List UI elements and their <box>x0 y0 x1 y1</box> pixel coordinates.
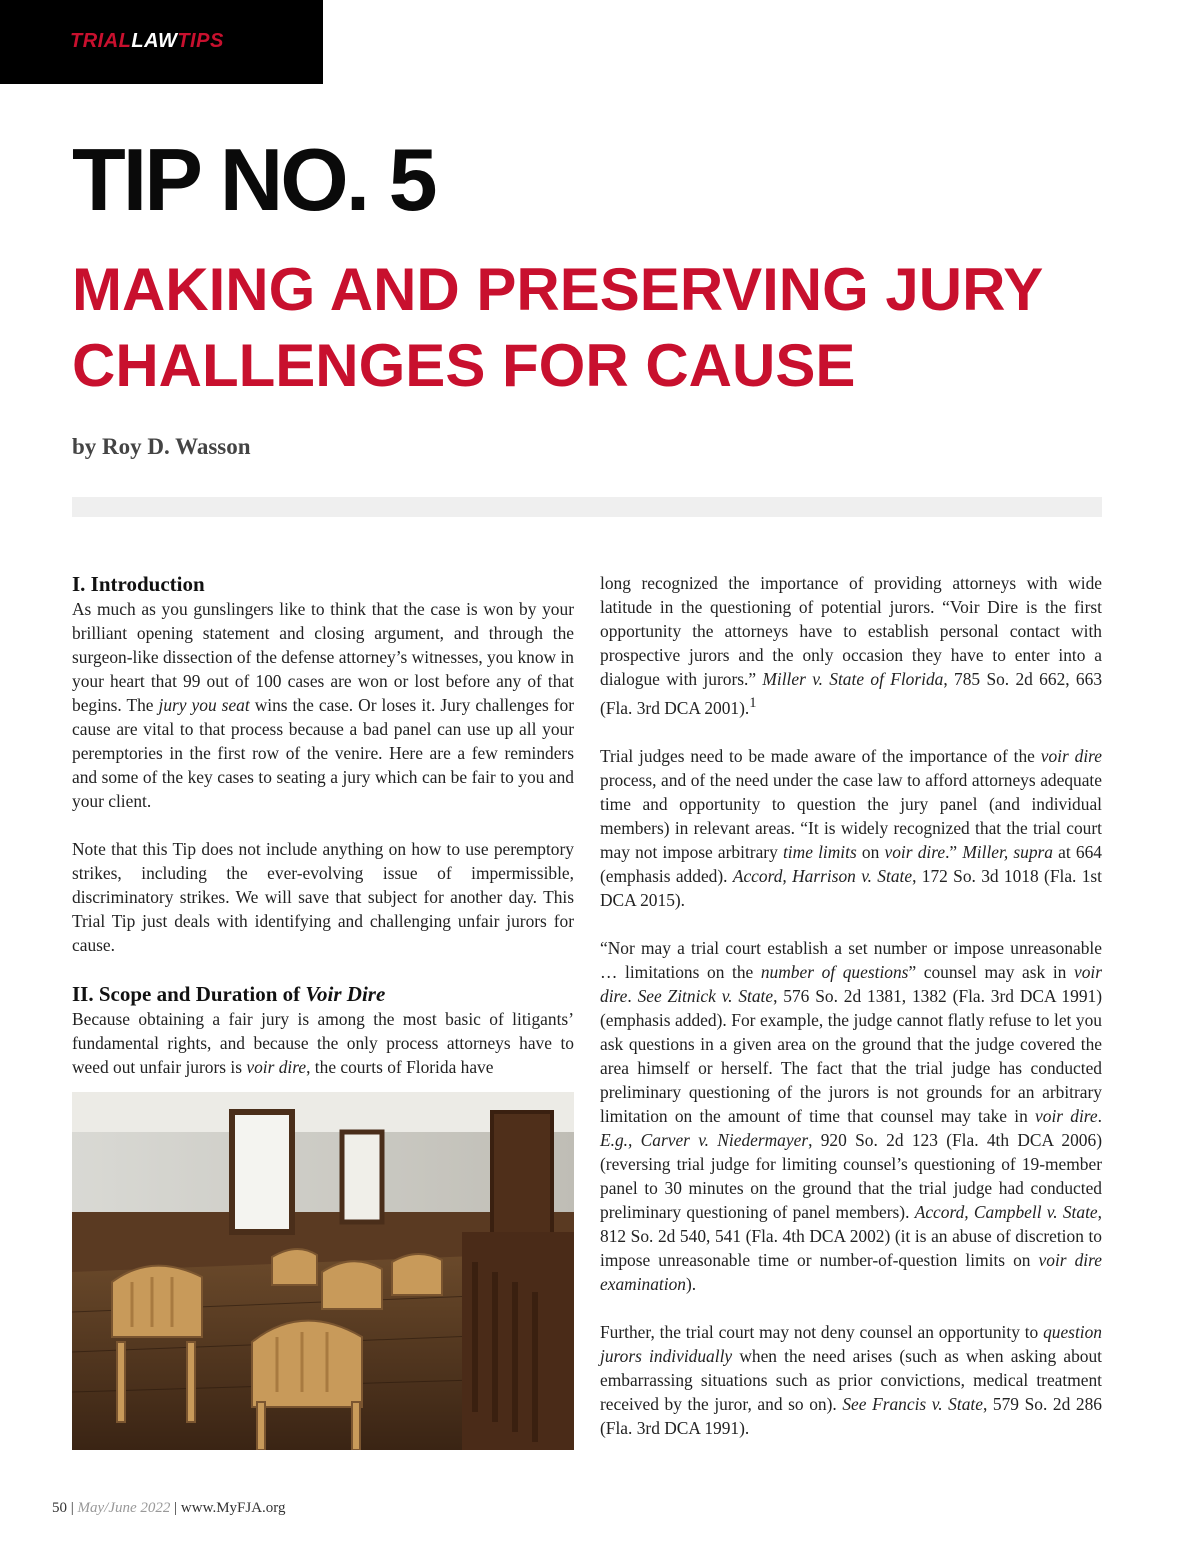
courtroom-jury-box-illustration <box>72 1092 574 1450</box>
issue-date: May/June 2022 <box>77 1500 171 1516</box>
paragraph-intro-1: As much as you gunslingers like to think that the case is won by your brilliant opening statement and closing argument, and through the surgeon-like dissection of the defense attorney’s witnesses, you know in your heart that 99 out of 100 cases are won or lost before any of that begins. The jury you seat wins the case. Or loses it. Jury challenges for cause are vital to that process because a bad panel can use up all your peremptories in the first row of the venire. Here are a few reminders and some of the key cases to seating a jury which can be fair to you and your client. <box>72 599 575 811</box>
courtroom-jury-box-photo <box>72 1092 574 1450</box>
section-heading-scope: II. Scope and Duration of Voir Dire <box>72 982 386 1006</box>
paragraph-right-4: Further, the trial court may not deny counsel an opportunity to question jurors individually when the need arises (such as when asking about embarrassing situations such as prior convictions, medical treatment received by the juror, and so on). See Francis v. State, 579 So. 2d 286 (Fla. 3rd DCA 1991). <box>600 1321 1103 1438</box>
paragraph-intro-2: Note that this Tip does not include anything on how to use peremptory strikes, including the ever-evolving issue of impermissible, discriminatory strikes. We will save that subject for another day. This Trial Tip just deals with identifying and challenging unfair jurors for cause. <box>72 839 574 955</box>
paragraph-scope-1: Because obtaining a fair jury is among the most basic of litigants’ fundamental rights, and because the only process attorneys have to weed out unfair jurors is voir dire, the courts of Florida have <box>72 1009 574 1077</box>
byline: by Roy D. Wasson <box>72 434 251 459</box>
right-column <box>600 571 1102 1464</box>
banner-word-law: LAW <box>131 30 178 52</box>
divider-bar <box>72 497 1102 517</box>
paragraph-right-3: “Nor may a trial court establish a set number or impose unreasonable … limitations on the number of questions” counsel may ask in voir dire. See Zitnick v. State, 576 So. 2d 1381, 1382 (Fla. 3rd DCA 1991) (emphasis added). For example, the judge cannot flatly refuse to let you ask questions in a given area on the ground that the judge covered the area himself or herself. The fact that the trial judge has conducted preliminary questioning of the jurors is not grounds for an arbitrary limitation on the amount of time that counsel may take in voir dire. E.g., Carver v. Niedermayer, 920 So. 2d 123 (Fla. 4th DCA 2006) (reversing trial judge for limiting counsel’s questioning of 19-member panel to 30 minutes on the ground that the trial judge had conducted preliminary questioning of panel members). Accord, Campbell v. State, 812 So. 2d 540, 541 (Fla. 4th DCA 2002) (it is an abuse of discretion to impose unreasonable time or number-of-question limits on voir dire examination). <box>600 937 1103 1294</box>
footnote-marker: 1 <box>749 695 757 711</box>
banner-word-trial: TRIAL <box>70 30 132 52</box>
article-headline: MAKING AND PRESERVING JURY CHALLENGES FOR CAUSE <box>72 256 1043 399</box>
banner-word-tips: TIPS <box>177 30 224 52</box>
left-column <box>72 571 574 1103</box>
paragraph-right-2: Trial judges need to be made aware of the importance of the voir dire process, and of the need under the case law to afford attorneys adequate time and opportunity to question the jury panel (and individual members) in relevant areas. “It is widely recognized that the trial court may not impose arbitrary time limits on voir dire.” Miller, supra at 664 (emphasis added). Accord, Harrison v. State, 172 So. 3d 1018 (Fla. 1st DCA 2015). <box>600 745 1103 910</box>
section-banner <box>0 0 323 84</box>
paragraph-right-1: long recognized the importance of providing attorneys with wide latitude in the questioning of potential jurors. “Voir Dire is the first opportunity the attorneys have to establish personal contact with prospective jurors and the only occasion they have to enter into a dialogue with jurors.” Miller v. State of Florida, 785 So. 2d 662, 663 (Fla. 3rd DCA 2001).$^1$ <box>600 573 1103 718</box>
page-footer: 50 | May/June 2022 | www.MyFJA.org <box>52 1500 286 1516</box>
section-banner-label <box>70 30 224 53</box>
section-heading-introduction: I. Introduction <box>72 572 205 596</box>
website-link[interactable]: www.MyFJA.org <box>180 1500 286 1516</box>
tip-number-title: TIP NO. 5 <box>72 130 435 229</box>
page-number: 50 <box>52 1500 67 1516</box>
